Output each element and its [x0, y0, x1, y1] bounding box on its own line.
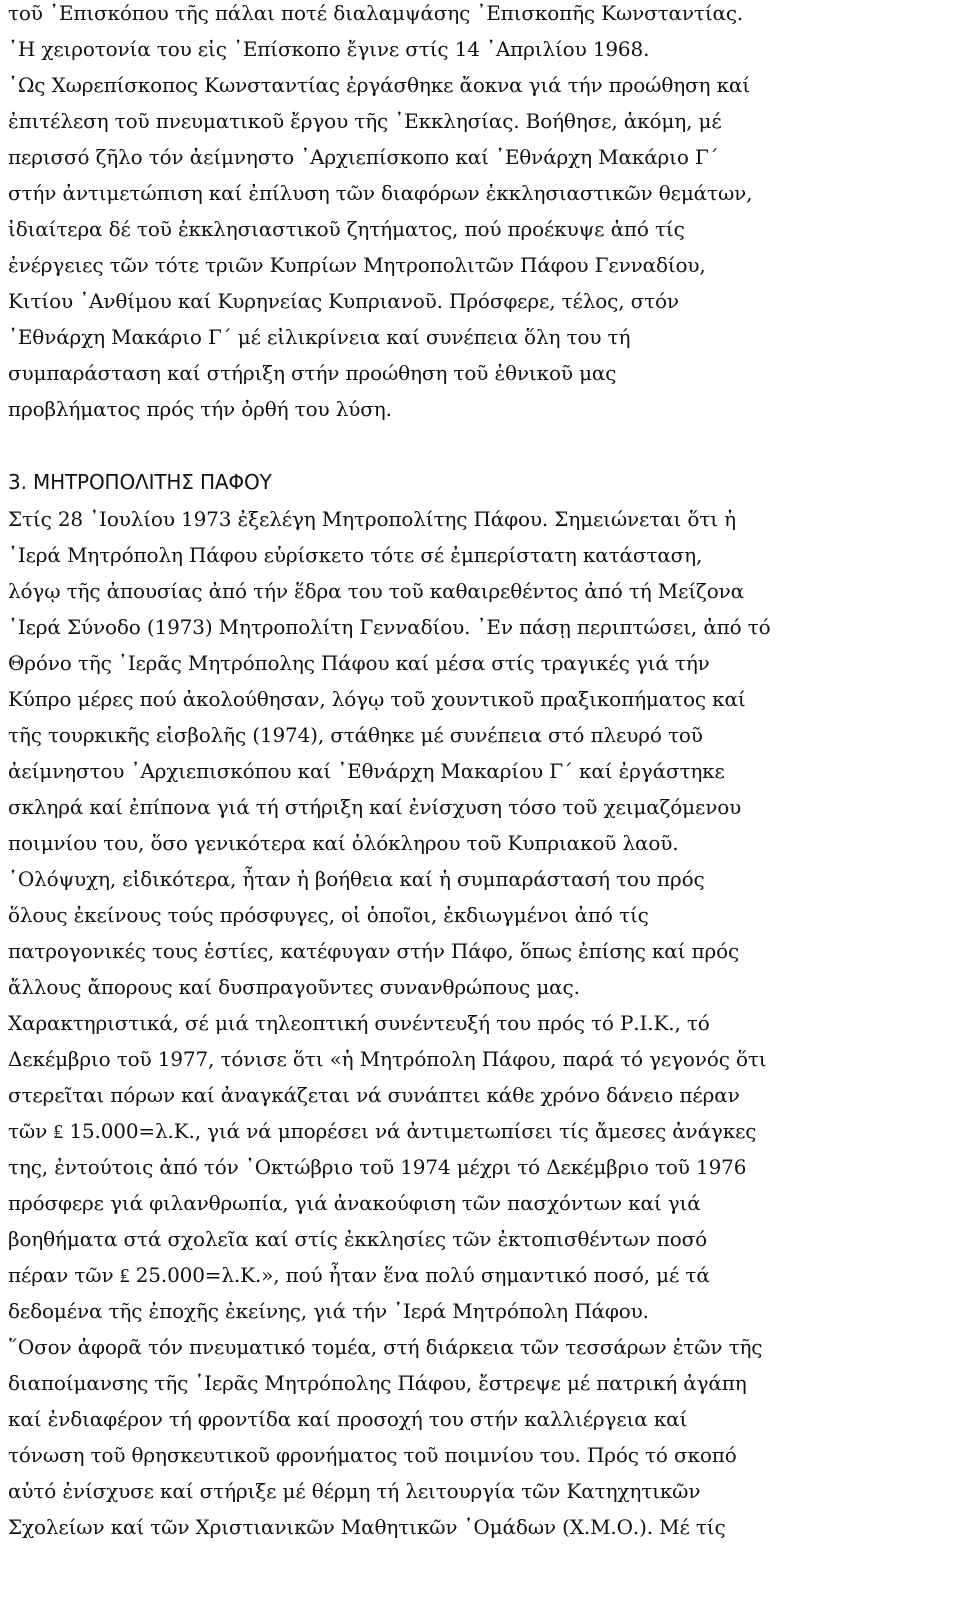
paragraph-line: ῾Η χειροτονία του εἰς ᾿Επίσκοπο ἔγινε στίς 14 ᾿Απριλίου 1968.	[8, 37, 650, 61]
paragraph-line: πρόσφερε γιά φιλανθρωπία, γιά ἀνακούφιση τῶν πασχόντων καί γιά	[8, 1191, 701, 1215]
paragraph-line: συμπαράσταση καί στήριξη στήν προώθηση τοῦ ἐθνικοῦ μας	[8, 361, 617, 385]
paragraph-line: πέραν τῶν ₤ 25.000=λ.Κ.», πού ἦταν ἕνα πολύ σημαντικό ποσό, μέ τά	[8, 1263, 710, 1287]
paragraph-line: δεδομένα τῆς ἐποχῆς ἐκείνης, γιά τήν ῾Ιερά Μητρόπολη Πάφου.	[8, 1299, 649, 1323]
paragraph-line: ῾Ολόψυχη, εἰδικότερα, ἦταν ἡ βοήθεια καί ἡ συμπαράστασή του πρός	[8, 867, 705, 891]
paragraph-line: περισσό ζῆλο τόν ἀείμνηστο ᾿Αρχιεπίσκοπο καί ᾿Εθνάρχη Μακάριο Γ΄	[8, 145, 719, 169]
section-heading: 3. ΜΗΤΡΟΠΟΛΙΤΗΣ ΠΑΦΟΥ	[8, 470, 272, 494]
paragraph-line: ὅλους ἐκείνους τούς πρόσφυγες, οἱ ὁποῖοι, ἐκδιωγμένοι ἀπό τίς	[8, 903, 649, 927]
paragraph-line: ἄλλους ἄπορους καί δυσπραγοῦντες συνανθρώπους μας.	[8, 975, 580, 999]
paragraph-line: τῆς τουρκικῆς εἰσβολῆς (1974), στάθηκε μέ συνέπεια στό πλευρό τοῦ	[8, 723, 703, 747]
paragraph-line: τοῦ ᾿Επισκόπου τῆς πάλαι ποτέ διαλαμψάσης ᾿Επισκοπῆς Κωνσταντίας.	[8, 1, 744, 25]
paragraph-line: τόνωση τοῦ θρησκευτικοῦ φρονήματος τοῦ ποιμνίου του. Πρός τό σκοπό	[8, 1443, 737, 1467]
paragraph-line: Σχολείων καί τῶν Χριστιανικῶν Μαθητικῶν ῾Ομάδων (Χ.Μ.Ο.). Μέ τίς	[8, 1515, 726, 1539]
paragraph-line: διαποίμανσης τῆς ῾Ιερᾶς Μητρόπολης Πάφου, ἔστρεψε μέ πατρική ἀγάπη	[8, 1371, 747, 1395]
paragraph-line: βοηθήματα στά σχολεῖα καί στίς ἐκκλησίες τῶν ἐκτοπισθέντων ποσό	[8, 1227, 708, 1251]
paragraph-line: τῶν ₤ 15.000=λ.Κ., γιά νά μπορέσει νά ἀντιμετωπίσει τίς ἄμεσες ἀνάγκες	[8, 1119, 757, 1143]
paragraph-line: ῾Ιερά Σύνοδο (1973) Μητροπολίτη Γενναδίου. ᾿Εν πάσῃ περιπτώσει, ἀπό τό	[8, 615, 771, 639]
paragraph-line: αὐτό ἐνίσχυσε καί στήριξε μέ θέρμη τή λειτουργία τῶν Κατηχητικῶν	[8, 1479, 701, 1503]
paragraph-line: Θρόνο τῆς ῾Ιερᾶς Μητρόπολης Πάφου καί μέσα στίς τραγικές γιά τήν	[8, 651, 710, 675]
paragraph-line: Χαρακτηριστικά, σέ μιά τηλεοπτική συνέντευξή του πρός τό Ρ.Ι.Κ., τό	[8, 1011, 710, 1035]
paragraph-line: στερεῖται πόρων καί ἀναγκάζεται νά συνάπτει κάθε χρόνο δάνειο πέραν	[8, 1083, 740, 1107]
paragraph-line: ἰδιαίτερα δέ τοῦ ἐκκλησιαστικοῦ ζητήματος, πού προέκυψε ἀπό τίς	[8, 217, 685, 241]
paragraph-line: λόγῳ τῆς ἀπουσίας ἀπό τήν ἕδρα του τοῦ καθαιρεθέντος ἀπό τή Μείζονα	[8, 579, 744, 603]
paragraph-line: ἐνέργειες τῶν τότε τριῶν Κυπρίων Μητροπολιτῶν Πάφου Γενναδίου,	[8, 253, 706, 277]
paragraph-line: ᾿Εθνάρχη Μακάριο Γ΄ μέ εἰλικρίνεια καί συνέπεια ὅλη του τή	[8, 325, 631, 349]
paragraph-line: ἀείμνηστου ᾿Αρχιεπισκόπου καί ᾿Εθνάρχη Μακαρίου Γ΄ καί ἐργάστηκε	[8, 759, 725, 783]
paragraph-line: πατρογονικές τους ἑστίες, κατέφυγαν στήν Πάφο, ὅπως ἐπίσης καί πρός	[8, 939, 740, 963]
paragraph-line: Κιτίου ᾿Ανθίμου καί Κυρηνείας Κυπριανοῦ. Πρόσφερε, τέλος, στόν	[8, 289, 679, 313]
paragraph-line: ῞Οσον ἀφορᾶ τόν πνευματικό τομέα, στή διάρκεια τῶν τεσσάρων ἐτῶν τῆς	[8, 1335, 763, 1359]
paragraph-line: Δεκέμβριο τοῦ 1977, τόνισε ὅτι «ἡ Μητρόπολη Πάφου, παρά τό γεγονός ὅτι	[8, 1047, 767, 1071]
paragraph-line: στήν ἀντιμετώπιση καί ἐπίλυση τῶν διαφόρων ἐκκλησιαστικῶν θεμάτων,	[8, 181, 753, 205]
paragraph-line: Στίς 28 ᾿Ιουλίου 1973 ἐξελέγη Μητροπολίτης Πάφου. Σημειώνεται ὅτι ἡ	[8, 507, 736, 531]
paragraph-line: ῾Ιερά Μητρόπολη Πάφου εὑρίσκετο τότε σέ ἐμπερίστατη κατάσταση,	[8, 543, 703, 567]
paragraph-line: της, ἐντούτοις ἀπό τόν ᾿Οκτώβριο τοῦ 1974 μέχρι τό Δεκέμβριο τοῦ 1976	[8, 1155, 747, 1179]
paragraph-line	[8, 1545, 953, 1581]
paragraph-line: καί ἐνδιαφέρον τή φροντίδα καί προσοχή του στήν καλλιέργεια καί	[8, 1407, 688, 1431]
paragraph-line: ῾Ως Χωρεπίσκοπος Κωνσταντίας ἐργάσθηκε ἄοκνα γιά τήν προώθηση καί	[8, 73, 750, 97]
paragraph-line: ποιμνίου του, ὅσο γενικότερα καί ὁλόκληρου τοῦ Κυπριακοῦ λαοῦ.	[8, 831, 679, 855]
paragraph-line: προβλήματος πρός τήν ὀρθή του λύση.	[8, 397, 392, 421]
paragraph-line: Κύπρο μέρες πού ἀκολούθησαν, λόγῳ τοῦ χουντικοῦ πραξικοπήματος καί	[8, 687, 746, 711]
paragraph-line: ἐπιτέλεση τοῦ πνευματικοῦ ἔργου τῆς ᾿Εκκλησίας. Βοήθησε, ἀκόμη, μέ	[8, 109, 722, 133]
paragraph-line: σκληρά καί ἐπίπονα γιά τή στήριξη καί ἐνίσχυση τόσο τοῦ χειμαζόμενου	[8, 795, 742, 819]
